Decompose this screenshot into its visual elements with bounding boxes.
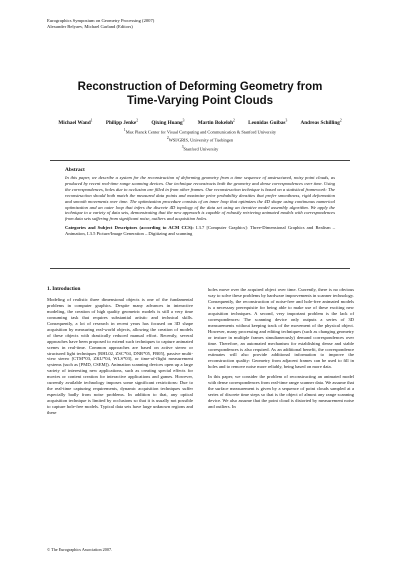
venue-header xyxy=(47,18,154,30)
right-column xyxy=(208,287,354,414)
left-column xyxy=(47,287,193,420)
paper-title xyxy=(40,80,360,108)
affiliation: $^3$Stanford University xyxy=(181,144,219,152)
copyright-notice: © The Eurographics Association 2007. xyxy=(47,547,113,552)
abstract-bottom-rule xyxy=(50,268,350,269)
abstract-top-rule xyxy=(50,160,350,161)
author: Philipp Jenke$^2$ xyxy=(105,118,139,126)
affiliation: $^1$Max Planck Center for Visual Computing and Communication & Stanford University xyxy=(123,128,277,135)
affiliation-list xyxy=(30,127,370,152)
abstract-heading: Abstract xyxy=(65,167,85,173)
venue-line-2: Alexander Belyaev, Michael Garland (Editors) xyxy=(47,24,133,29)
author-list xyxy=(30,117,370,127)
affiliation: $^2$WSI/GRIS, University of Tuebingen xyxy=(166,136,234,143)
body-paragraph: In this paper, we consider the problem of reconstructing an animated model with dense correspondences from real-time range scanner data. We assume that the surface measurement is given by a sequence of point clouds sampled at a series of discrete time steps so that is the object of almost any range scanning device. We also assume that the point cloud is distorted by measurement noise and outliers. In xyxy=(208,374,354,410)
title-line-1: Reconstruction of Deforming Geometry from xyxy=(77,81,323,93)
categories-label: Categories and Subject Descriptors (according to ACM CCS): xyxy=(65,225,194,230)
body-paragraph: Modeling of realistic three dimensional objects is one of the fundamental problems in computer graphics. Despite many advances in interactive modeling, the creation of high quality geometric models is still a very time consuming task that requires substantial artistic and technical skills. Consequently, a lot of research in recent years has focused on 3D shape acquisition by measuring real-world objects, allowing the creation of models of these objects with drastically reduced manual effort. Recently, several approaches have been proposed to extend such techniques to capture animated scenes in real-time. Common approaches are based on active stereo or structured light techniques [RHL02, ZSC*04, DNR*05, FB05], passive multi-view stereo [CTM*03, ZKU*04, WLS*03], or time-of-flight measurement systems (such as [PMD, CSEM]). Animation scanning devices open up a large variety of interesting new applications, such as creating special effects for movies or content creation for interactive applications and games. However, currently available technology imposes some significant restrictions: Due to the real-time capturing requirements, dynamic acquisition techniques suffer especially badly from noise problems. In addition to that, any optical acquisition technique is limited by occlusions so that it is usually not possible to capture hole-free models. Typical data sets have large unknown regions and these xyxy=(47,296,193,416)
author: Leonidas Guibas$^3$ xyxy=(248,118,288,126)
author: Martin Bokeloh$^2$ xyxy=(197,118,235,126)
author: Andreas Schilling$^2$ xyxy=(300,118,342,126)
abstract-text: In this paper, we describe a system for the reconstruction of deforming geometry from a time sequence of unstructured, noisy point clouds, as produced by recent real-time range scanning devices. Our technique reconstructs both the geometry and dense correspondences over time. Using the correspondences, holes due to occlusion are filled in from other frames. Our reconstruction technique is based on a statistical framework: The reconstruction should both match the measured data points and maximize prior probability densities that prefer smoothness, rigid deformation and smooth movements over time. The optimization procedure consists of an inner loop that optimizes the 4D shape using continuous numerical optimization and an outer loop that infers the discrete 4D topology of the data set using an iterative model assembly algorithm. We apply the technique to a variety of data sets, demonstrating that the new approach is capable of robustly retrieving animated models with correspondences from data sets suffering from significant noise, outliers and acquisition holes. xyxy=(65,175,335,222)
venue-line-1: Eurographics Symposium on Geometry Processing (2007) xyxy=(47,18,155,23)
section-heading: 1. Introduction xyxy=(47,286,81,292)
author: Qixing Huang$^3$ xyxy=(151,118,185,126)
author: Michael Wand$^1$ xyxy=(58,118,93,126)
title-line-2: Time-Varying Point Clouds xyxy=(126,95,274,107)
acm-categories xyxy=(65,225,335,237)
categories-text: I.3.7 [Computer Graphics]: Three-Dimensional Graphics and Realism – Animation, I.3.5 Picture/Image Generation – Digitizing and scanning xyxy=(65,225,335,236)
body-paragraph: holes move over the acquired object over time. Currently, there is no obvious way to solve these problems by hardware improvements in scanner technology. Consequently, the reconstruction of noise-free and hole-free animated models is a necessary prerequisite for being able to make use of these exciting new acquisition techniques. A second, very important problem is the lack of correspondences: The scanning device only outputs a series of 3D measurements without keeping track of the movement of the physical object. However, many processing and editing techniques (such as changing geometry or texture in multiple frames simultaneously) demand correspondences over time. Therefore, an automated mechanism for establishing dense and stable correspondences is also required. As an additional benefit, the correspondence estimates will also provide additional information to improve the reconstruction quality: Geometry from adjacent frames can be used to fill in holes and to remove noise more reliably, being based on more data. xyxy=(208,287,354,370)
